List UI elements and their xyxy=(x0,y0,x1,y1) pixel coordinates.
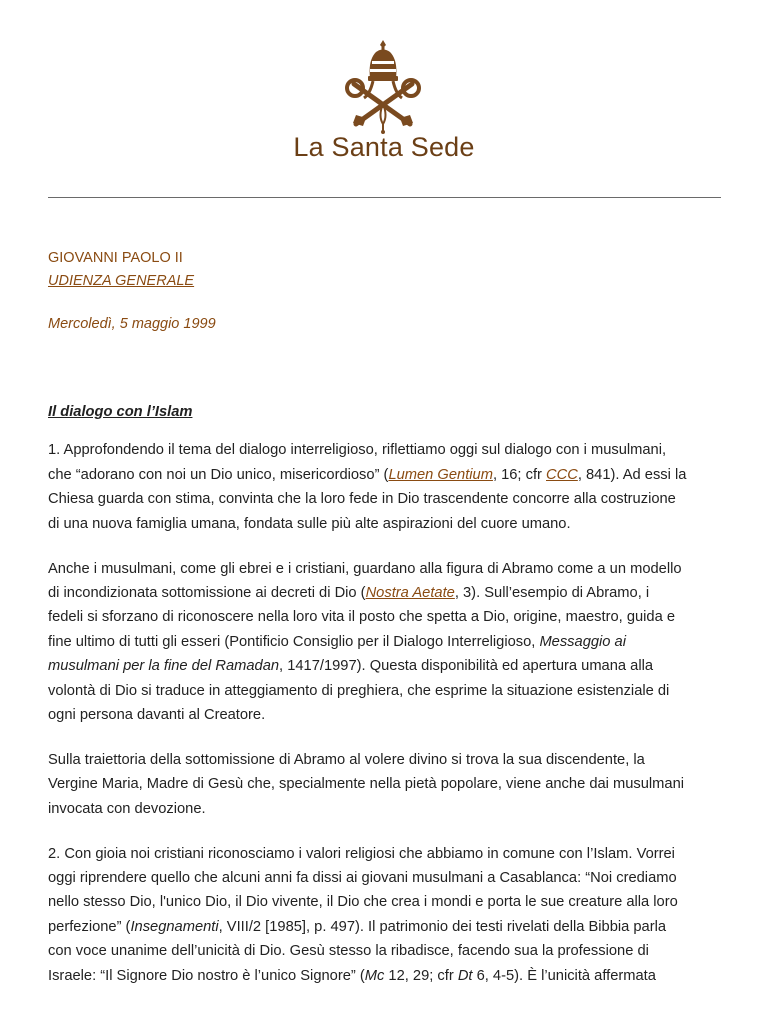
article-body xyxy=(48,400,728,1009)
header-divider xyxy=(48,197,721,198)
text-line: di incondizionata sottomissione ai decreti di Dio (Nostra Aetate, 3). Sull’esempio di Abramo, i xyxy=(48,584,650,601)
text-line: 2. Con gioia noi cristiani riconosciamo i valori religiosi che abbiamo in comune con l’Islam. Vorrei xyxy=(48,845,675,862)
text-line: perfezione” (Insegnamenti, VIII/2 [1985], p. 497). Il patrimonio dei testi rivelati della Bibbia parla xyxy=(48,918,667,935)
text-line: Sulla traiettoria della sottomissione di Abramo al volere divino si trova la sua discendente, la xyxy=(48,751,645,768)
lumen-gentium-link[interactable]: Lumen Gentium xyxy=(388,466,493,483)
text-line: Chiesa guarda con stima, convinta che la loro fede in Dio trascendente concorre alla costruzione xyxy=(48,491,676,508)
text-line: Anche i musulmani, come gli ebrei e i cristiani, guardano alla figura di Abramo come a un modello xyxy=(48,560,682,577)
site-title[interactable]: La Santa Sede xyxy=(293,132,475,162)
text-line: nello stesso Dio, l'unico Dio, il Dio vivente, il Dio che crea i mondi e porta le sue creature alla loro xyxy=(48,894,678,911)
text-line: di una nuova famiglia umana, fondata sulle più alte aspirazioni del cuore umano. xyxy=(48,515,571,532)
text-line: 1. Approfondendo il tema del dialogo interreligioso, riflettiamo oggi sul dialogo con i musulmani, xyxy=(48,442,667,459)
paragraph-2 xyxy=(48,557,728,728)
author-name: GIOVANNI PAOLO II xyxy=(48,250,183,266)
paragraph-1 xyxy=(48,438,728,536)
text-line: che “adorano con noi un Dio unico, misericordioso” (Lumen Gentium, 16; cfr CCC, 841). Ad essi la xyxy=(48,466,687,483)
text-line: oggi riprendere quello che alcuni anni fa dissi ai giovani musulmani a Casablanca: “Noi crediamo xyxy=(48,870,677,886)
article-heading: Il dialogo con l’Islam xyxy=(48,404,193,420)
nostra-aetate-link[interactable]: Nostra Aetate xyxy=(365,584,455,601)
text-line: Israele: “Il Signore Dio nostro è l’unico Signore” (Mc 12, 29; cfr Dt 6, 4-5). È l’unicità affermata xyxy=(48,967,656,984)
text-line: con voce unanime dell’unicità di Dio. Gesù stesso la ribadisce, facendo sua la professione di xyxy=(48,943,649,960)
series-title: UDIENZA GENERALE xyxy=(48,273,195,289)
text-line: Vergine Maria, Madre di Gesù che, specialmente nella pietà popolare, viene anche dai musulmani xyxy=(48,776,685,793)
paragraph-4 xyxy=(48,842,728,988)
text-line: invocata con devozione. xyxy=(48,800,206,817)
papal-coat-of-arms-icon xyxy=(340,38,426,134)
text-line: ogni persona davanti al Creatore. xyxy=(48,706,266,723)
text-line: fedeli si sforzano di riconoscere nella loro vita il posto che spetta a Dio, origine, maestro, guida e xyxy=(48,609,676,626)
text-line: volontà di Dio si traduce in atteggiamento di preghiera, che esprime la situazione esistenziale di xyxy=(48,682,670,699)
ccc-link[interactable]: CCC xyxy=(546,466,578,483)
text-line: musulmani per la fine del Ramadan, 1417/1997). Questa disponibilità ed apertura umana alla xyxy=(48,658,654,675)
text-line: fine ultimo di tutti gli esseri (Pontificio Consiglio per il Dialogo Interreligioso, Messaggio ai xyxy=(48,633,626,650)
paragraph-3 xyxy=(48,748,728,821)
publication-date: Mercoledì, 5 maggio 1999 xyxy=(48,316,216,332)
